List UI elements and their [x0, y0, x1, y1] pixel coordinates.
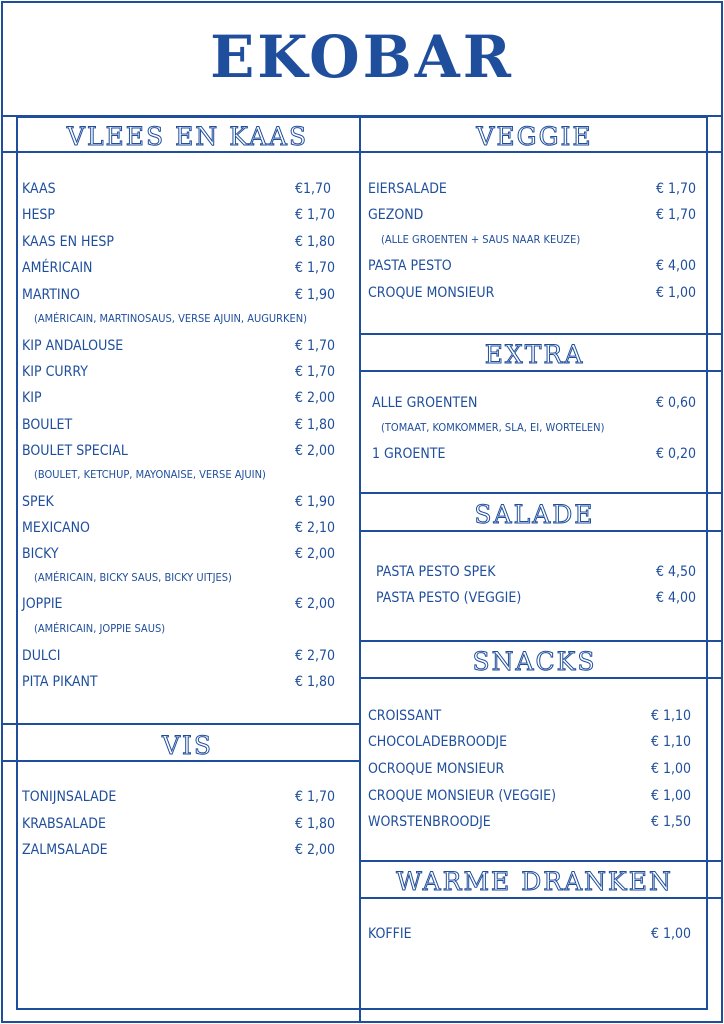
divider — [359, 370, 723, 372]
item-price: € 1,50 — [651, 814, 692, 830]
item-name: MEXICANO — [22, 520, 90, 536]
item-name: TONIJNSALADE — [22, 789, 117, 805]
item-name: CROQUE MONSIEUR (VEGGIE) — [368, 788, 556, 804]
divider — [359, 333, 723, 335]
item-price: € 4,00 — [656, 258, 697, 274]
item-note: (AMÉRICAIN, JOPPIE SAUS) — [34, 622, 166, 635]
item-price: € 0,60 — [656, 395, 697, 411]
item-name: KRABSALADE — [22, 816, 106, 832]
item-name: GEZOND — [368, 207, 424, 223]
item-name: DULCI — [22, 648, 61, 664]
item-price: € 1,70 — [295, 338, 336, 354]
item-price: € 1,90 — [295, 287, 336, 303]
item-note: (BOULET, KETCHUP, MAYONAISE, VERSE AJUIN) — [34, 468, 266, 481]
item-price: € 2,70 — [295, 648, 336, 664]
item-name: KIP — [22, 390, 42, 406]
section-title-veggie: VEGGIE — [476, 122, 593, 151]
item-price: € 1,80 — [295, 674, 336, 690]
item-name: ALLE GROENTEN — [372, 395, 478, 411]
section-title-salade: SALADE — [474, 500, 595, 529]
page-title: EKOBAR — [210, 23, 514, 91]
divider — [1, 151, 360, 153]
item-note: (AMÉRICAIN, BICKY SAUS, BICKY UITJES) — [34, 571, 232, 584]
divider — [1, 115, 723, 117]
section-title-vis: VIS — [161, 731, 214, 760]
item-price: € 1,10 — [651, 708, 692, 724]
item-name: KAAS — [22, 181, 56, 197]
divider — [359, 151, 723, 153]
item-name: CROQUE MONSIEUR — [368, 285, 495, 301]
item-name: 1 GROENTE — [372, 446, 446, 462]
item-name: JOPPIE — [22, 596, 63, 612]
item-note: (AMÉRICAIN, MARTINOSAUS, VERSE AJUIN, AUGURKEN) — [34, 312, 308, 325]
item-name: PASTA PESTO (VEGGIE) — [376, 590, 522, 606]
item-price: € 0,20 — [656, 446, 697, 462]
divider — [359, 860, 723, 862]
section-title-extra: EXTRA — [484, 340, 585, 369]
item-name: OCROQUE MONSIEUR — [368, 761, 505, 777]
item-name: KIP CURRY — [22, 364, 88, 380]
section-title-snacks: SNACKS — [472, 647, 597, 676]
divider — [359, 897, 723, 899]
item-name: SPEK — [22, 494, 54, 510]
item-note: (TOMAAT, KOMKOMMER, SLA, EI, WORTELEN) — [381, 421, 605, 434]
divider — [1, 723, 360, 725]
item-price: € 2,00 — [295, 443, 336, 459]
item-price: € 1,00 — [651, 788, 692, 804]
item-name: AMÉRICAIN — [22, 260, 93, 276]
item-name: MARTINO — [22, 287, 80, 303]
item-name: BOULET — [22, 417, 73, 433]
item-price: € 1,00 — [651, 926, 692, 942]
divider — [359, 677, 723, 679]
item-price: € 1,80 — [295, 417, 336, 433]
section-title-vlees: VLEES EN KAAS — [66, 122, 309, 151]
item-price: € 2,00 — [295, 842, 336, 858]
item-name: BOULET SPECIAL — [22, 443, 128, 459]
item-name: WORSTENBROODJE — [368, 814, 491, 830]
item-price: € 4,50 — [656, 564, 697, 580]
item-name: KAAS EN HESP — [22, 234, 115, 250]
item-price: € 2,00 — [295, 596, 336, 612]
item-price: € 1,80 — [295, 816, 336, 832]
item-price: € 1,70 — [295, 364, 336, 380]
item-price: € 2,10 — [295, 520, 336, 536]
item-name: PASTA PESTO SPEK — [376, 564, 496, 580]
item-note: (ALLE GROENTEN + SAUS NAAR KEUZE) — [381, 233, 581, 246]
item-price: € 1,10 — [651, 734, 692, 750]
item-price: € 4,00 — [656, 590, 697, 606]
item-price: € 1,70 — [656, 207, 697, 223]
divider — [359, 492, 723, 494]
item-name: PITA PIKANT — [22, 674, 98, 690]
item-price: € 1,00 — [651, 761, 692, 777]
item-price: €1,70 — [295, 181, 332, 197]
item-price: € 1,90 — [295, 494, 336, 510]
section-title-warme-dranken: WARME DRANKEN — [396, 867, 673, 896]
item-name: HESP — [22, 207, 56, 223]
item-price: € 1,70 — [295, 260, 336, 276]
divider — [359, 640, 723, 642]
divider — [1, 760, 360, 762]
item-price: € 1,00 — [656, 285, 697, 301]
item-price: € 1,70 — [656, 181, 697, 197]
item-name: CHOCOLADEBROODJE — [368, 734, 508, 750]
item-price: € 1,70 — [295, 789, 336, 805]
item-name: ZALMSALADE — [22, 842, 108, 858]
item-name: BICKY — [22, 546, 59, 562]
item-price: € 2,00 — [295, 546, 336, 562]
item-name: CROISSANT — [368, 708, 442, 724]
item-price: € 1,80 — [295, 234, 336, 250]
divider — [359, 530, 723, 532]
item-name: KOFFIE — [368, 926, 412, 942]
item-price: € 2,00 — [295, 390, 336, 406]
item-price: € 1,70 — [295, 207, 336, 223]
item-name: EIERSALADE — [368, 181, 447, 197]
item-name: PASTA PESTO — [368, 258, 452, 274]
item-name: KIP ANDALOUSE — [22, 338, 124, 354]
